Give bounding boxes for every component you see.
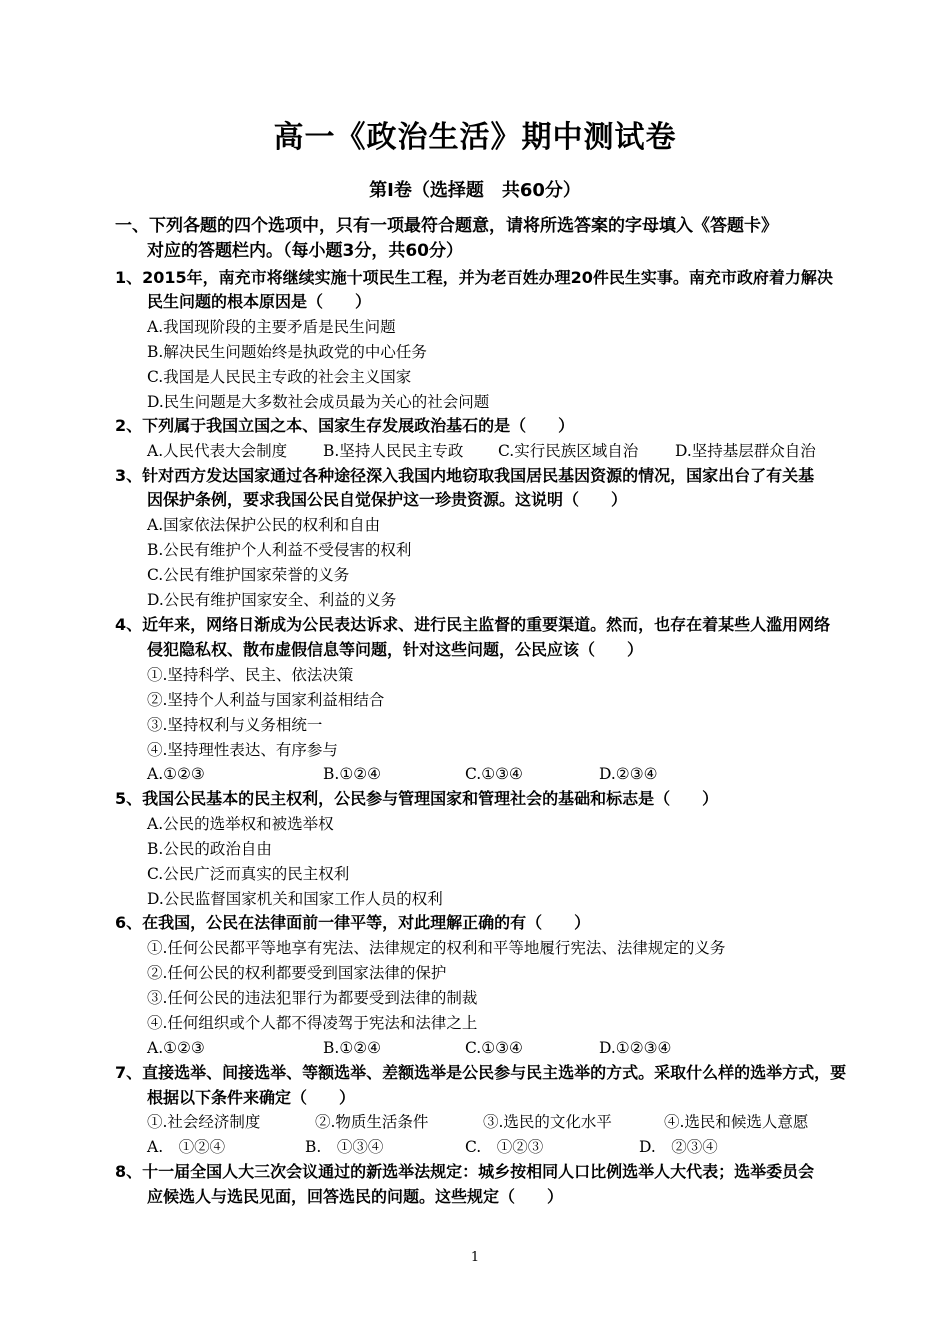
question-7-option-b: B. ①③④ (305, 1138, 384, 1156)
question-7-item-3: ③.选民的文化水平 (483, 1113, 612, 1131)
question-4-option-b: B.①②④ (323, 765, 382, 783)
question-8-stem-line1: 8、十一届全国人大三次会议通过的新选举法规定：城乡按相同人口比例选举人大代表；选举委员会 (115, 1162, 815, 1181)
section-instruction-line1: 一、下列各题的四个选项中，只有一项最符合题意，请将所选答案的字母填入《答题卡》 (115, 216, 778, 236)
question-4-stem-line2: 侵犯隐私权、散布虚假信息等问题，针对这些问题，公民应该（ ） (147, 640, 644, 659)
question-3-stem-line1: 3、针对西方发达国家通过各种途径深入我国内地窃取我国居民基因资源的情况，国家出台了有关基 (115, 466, 815, 485)
question-2-stem: 2、下列属于我国立国之本、国家生存发展政治基石的是（ ） (115, 416, 575, 435)
question-6-stem: 6、在我国，公民在法律面前一律平等，对此理解正确的有（ ） (115, 913, 591, 932)
question-2-option-c: C.实行民族区域自治 (498, 442, 639, 460)
question-5-stem: 5、我国公民基本的民主权利，公民参与管理国家和管理社会的基础和标志是（ ） (115, 789, 719, 808)
question-4-stem-line1: 4、近年来，网络日渐成为公民表达诉求、进行民主监督的重要渠道。然而，也存在着某些人滥用网络 (115, 615, 831, 634)
question-1-stem-line1: 1、2015年，南充市将继续实施十项民生工程，并为老百姓办理20件民生实事。南充市政府着力解决 (115, 268, 833, 287)
question-5-option-d: D.公民监督国家机关和国家工作人员的权利 (147, 890, 443, 908)
question-1-option-c: C.我国是人民民主专政的社会主义国家 (147, 368, 412, 386)
question-7-item-1: ①.社会经济制度 (147, 1113, 261, 1131)
question-6-option-c: C.①③④ (465, 1039, 523, 1057)
question-7-item-2: ②.物质生活条件 (315, 1113, 429, 1131)
question-2-option-a: A.人民代表大会制度 (147, 442, 288, 460)
question-6-option-b: B.①②④ (323, 1039, 382, 1057)
question-3-option-c: C.公民有维护国家荣誉的义务 (147, 566, 350, 584)
question-4-options-row (147, 764, 847, 784)
page-title: 高一《政治生活》期中测试卷 (273, 120, 677, 155)
question-4-item-2: ②.坚持个人利益与国家利益相结合 (147, 691, 385, 709)
question-3-option-d: D.公民有维护国家安全、利益的义务 (147, 591, 397, 609)
question-6-option-d: D.①②③④ (599, 1039, 672, 1057)
question-7-stem-line2: 根据以下条件来确定（ ） (147, 1088, 356, 1107)
question-5-option-c: C.公民广泛而真实的民主权利 (147, 865, 350, 883)
question-7-option-d: D. ②③④ (639, 1138, 718, 1156)
question-7-option-c: C. ①②③ (465, 1138, 544, 1156)
question-3-stem-line2: 因保护条例，要求我国公民自觉保护这一珍贵资源。这说明（ ） (147, 490, 628, 509)
question-1-option-b: B.解决民生问题始终是执政党的中心任务 (147, 343, 427, 361)
question-6-item-3: ③.任何公民的违法犯罪行为都要受到法律的制裁 (147, 989, 478, 1007)
question-4-option-a: A.①②③ (147, 765, 205, 783)
question-6-option-a: A.①②③ (147, 1039, 205, 1057)
question-7-option-a: A. ①②④ (147, 1138, 226, 1156)
question-5-option-a: A.公民的选举权和被选举权 (147, 815, 334, 833)
question-2-option-d: D.坚持基层群众自治 (675, 442, 816, 460)
question-6-options-row (147, 1038, 847, 1058)
question-6-item-2: ②.任何公民的权利都要受到国家法律的保护 (147, 964, 447, 982)
question-7-stem-line1: 7、直接选举、间接选举、等额选举、差额选举是公民参与民主选举的方式。采取什么样的选举方式，要 (115, 1063, 847, 1082)
question-3-option-b: B.公民有维护个人利益不受侵害的权利 (147, 541, 412, 559)
question-8-stem-line2: 应候选人与选民见面，回答选民的问题。这些规定（ ） (147, 1187, 564, 1206)
question-1-option-d: D.民生问题是大多数社会成员最为关心的社会问题 (147, 393, 490, 411)
question-1-option-a: A.我国现阶段的主要矛盾是民生问题 (147, 318, 396, 336)
question-2-option-b: B.坚持人民民主专政 (323, 442, 464, 460)
question-2-options-row (147, 441, 847, 461)
question-7-item-4: ④.选民和候选人意愿 (664, 1113, 809, 1131)
question-6-item-4: ④.任何组织或个人都不得凌驾于宪法和法律之上 (147, 1014, 478, 1032)
question-6-item-1: ①.任何公民都平等地享有宪法、法律规定的权利和平等地履行宪法、法律规定的义务 (147, 939, 726, 957)
page-number: 1 (470, 1250, 480, 1265)
question-4-option-d: D.②③④ (599, 765, 658, 783)
question-3-option-a: A.国家依法保护公民的权利和自由 (147, 516, 381, 534)
question-5-option-b: B.公民的政治自由 (147, 840, 272, 858)
question-7-items-row (147, 1112, 847, 1132)
question-4-option-c: C.①③④ (465, 765, 523, 783)
question-4-item-1: ①.坚持科学、民主、依法决策 (147, 666, 354, 684)
question-4-item-4: ④.坚持理性表达、有序参与 (147, 741, 338, 759)
part-subtitle: 第Ⅰ卷（选择题 共60分） (369, 180, 581, 201)
section-instruction-line2: 对应的答题栏内。（每小题3分，共60分） (147, 241, 463, 261)
question-1-stem-line2: 民生问题的根本原因是（ ） (147, 292, 372, 311)
question-4-item-3: ③.坚持权利与义务相统一 (147, 716, 323, 734)
question-7-options-row (147, 1137, 847, 1157)
